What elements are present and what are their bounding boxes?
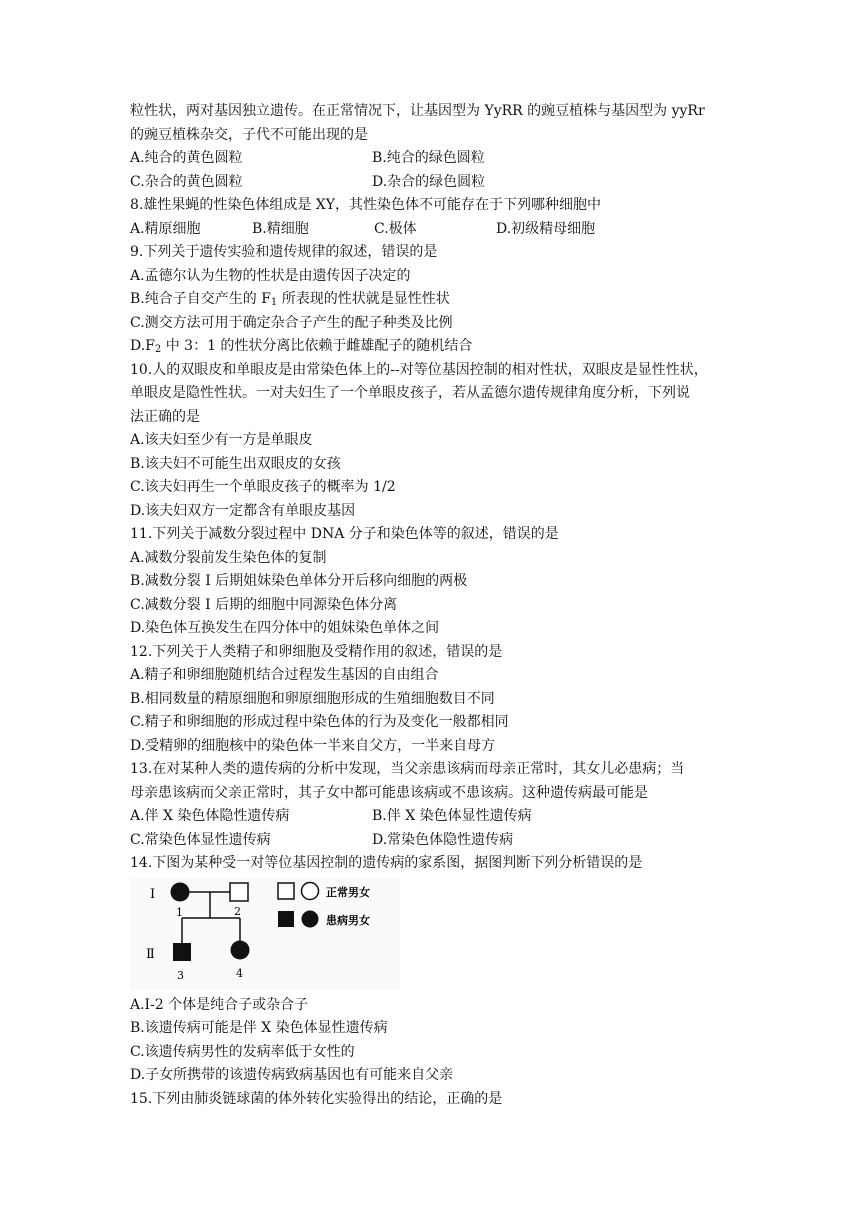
q11-stem: 11.下列关于减数分裂过程中 DNA 分子和染色体等的叙述，错误的是 [130, 526, 559, 542]
legend-normal-female-symbol [302, 882, 319, 899]
q14-option-b: B.该遗传病可能是伴 X 染色体显性遗传病 [130, 1020, 388, 1036]
q10-stem-line-2: 单眼皮是隐性性状。一对夫妇生了一个单眼皮孩子，若从孟德尔遗传规律角度分析，下列说 [130, 385, 690, 401]
q11-option-b: B.减数分裂 I 后期姐妹染色单体分开后移向细胞的两极 [130, 573, 468, 589]
exam-page [130, 100, 770, 1111]
q8-option-a: A.精原细胞 [130, 220, 201, 237]
q12-option-a: A.精子和卵细胞随机结合过程发生基因的自由组合 [130, 667, 439, 683]
q9-option-b-text-end: 所表现的性状就是显性性状 [277, 291, 450, 307]
individual-3-number: 3 [177, 968, 184, 982]
q12-stem: 12.下列关于人类精子和卵细胞及受精作用的叙述，错误的是 [130, 643, 503, 660]
q9-option-b-text: B.纯合子自交产生的 F [130, 291, 271, 307]
pedigree-svg [130, 878, 400, 990]
q10-stem-line-1: 10.人的双眼皮和单眼皮是由常染色体上的--对等位基因控制的相对性状，双眼皮是显性性状， [130, 361, 708, 378]
legend-normal-label: 正常男女 [326, 885, 370, 899]
q9-stem: 9.下列关于遗传实验和遗传规律的叙述，错误的是 [130, 244, 438, 260]
generation-1-label: Ⅰ [150, 886, 156, 902]
q7-option-d: D.杂合的绿色圆粒 [372, 173, 486, 190]
individual-1-number: 1 [176, 905, 183, 919]
q7-option-c: C.杂合的黄色圆粒 [130, 173, 243, 190]
q13-options-row-2 [130, 829, 770, 853]
legend-affected-male-symbol [278, 911, 294, 927]
q14-option-d: D.子女所携带的该遗传病致病基因也有可能来自父亲 [130, 1067, 454, 1083]
q13-options-row-1 [130, 805, 770, 829]
q10-option-b: B.该夫妇不可能生出双眼皮的女孩 [130, 455, 341, 472]
q7-options-row-2 [130, 171, 770, 195]
q7-stem-line-1: 粒性状，两对基因独立遗传。在正常情况下，让基因型为 YyRR 的豌豆植株与基因型为 yyRr [130, 103, 705, 119]
q12-option-b: B.相同数量的精原细胞和卵原细胞形成的生殖细胞数目不同 [130, 690, 495, 707]
pedigree-chart [130, 878, 400, 990]
q13-stem-line-2: 母亲患该病而父亲正常时，其子女中都可能患该病或不患该病。这种遗传病最可能是 [130, 784, 648, 801]
generation-2-label: Ⅱ [146, 946, 155, 962]
q10-option-a: A.该夫妇至少有一方是单眼皮 [130, 432, 313, 448]
q8-options-row [130, 218, 770, 242]
q10-option-c: C.该夫妇再生一个单眼皮孩子的概率为 1/2 [130, 479, 396, 495]
q13-option-c: C.常染色体显性遗传病 [130, 831, 271, 848]
q12-option-c: C.精子和卵细胞的形成过程中染色体的行为及变化一般都相同 [130, 714, 509, 730]
q13-stem-line-1: 13.在对某种人类的遗传病的分析中发现，当父亲患该病而母亲正常时，其女儿必患病；当 [130, 761, 685, 777]
q9-option-a: A.孟德尔认为生物的性状是由遗传因子决定的 [130, 267, 411, 284]
q7-options-row-1 [130, 147, 770, 171]
q8-option-d: D.初级精母细胞 [496, 220, 596, 237]
q9-option-d [130, 335, 770, 359]
q9-option-d-text: D.F [130, 338, 155, 354]
q11-option-d: D.染色体互换发生在四分体中的姐妹染色单体之间 [130, 620, 440, 636]
individual-4-affected-female [231, 940, 250, 959]
q13-option-b: B.伴 X 染色体显性遗传病 [372, 808, 532, 824]
q14-stem: 14.下图为某种受一对等位基因控制的遗传病的家系图，据图判断下列分析错误的是 [130, 855, 643, 871]
q7-option-a: A.纯合的黄色圆粒 [130, 150, 243, 166]
q15-stem: 15.下列由肺炎链球菌的体外转化实验得出的结论，正确的是 [130, 1090, 503, 1107]
individual-3-affected-male [173, 943, 191, 961]
legend-affected-female-symbol [302, 910, 319, 927]
q10-stem-line-3: 法正确的是 [130, 408, 200, 425]
q9-option-d-text-end: 中 3：1 的性状分离比依赖于雌雄配子的随机结合 [161, 338, 473, 354]
q14-option-c: C.该遗传病男性的发病率低于女性的 [130, 1043, 355, 1060]
individual-4-number: 4 [236, 966, 243, 980]
q8-option-c: C.极体 [374, 220, 417, 237]
q8-stem: 8.雄性果蝇的性染色体组成是 XY，其性染色体不可能存在于下列哪种细胞中 [130, 197, 602, 213]
q9-option-b-subscript: 1 [270, 297, 278, 308]
individual-2-normal-male [230, 883, 248, 901]
q9-option-b [130, 288, 770, 312]
q13-option-a: A.伴 X 染色体隐性遗传病 [130, 808, 290, 824]
q14-option-a: A.I-2 个体是纯合子或杂合子 [130, 996, 309, 1013]
q11-option-c: C.减数分裂 I 后期的细胞中同源染色体分离 [130, 596, 398, 613]
legend-normal-male-symbol [278, 883, 294, 899]
q8-option-b: B.精细胞 [252, 220, 309, 237]
q12-option-d: D.受精卵的细胞核中的染色体一半来自父方，一半来自母方 [130, 737, 496, 754]
q7-option-b: B.纯合的绿色圆粒 [372, 150, 485, 166]
legend-affected-label: 患病男女 [326, 913, 370, 927]
individual-2-number: 2 [234, 904, 241, 918]
q7-stem-line-2: 的豌豆植株杂交，子代不可能出现的是 [130, 126, 368, 143]
q9-option-c: C.测交方法可用于确定杂合子产生的配子种类及比例 [130, 314, 453, 331]
q11-option-a: A.减数分裂前发生染色体的复制 [130, 549, 327, 566]
q9-option-d-subscript: 2 [154, 344, 162, 355]
individual-1-affected-female [171, 882, 190, 901]
q10-option-d: D.该夫妇双方一定都含有单眼皮基因 [130, 502, 356, 519]
q13-option-d: D.常染色体隐性遗传病 [372, 831, 514, 848]
